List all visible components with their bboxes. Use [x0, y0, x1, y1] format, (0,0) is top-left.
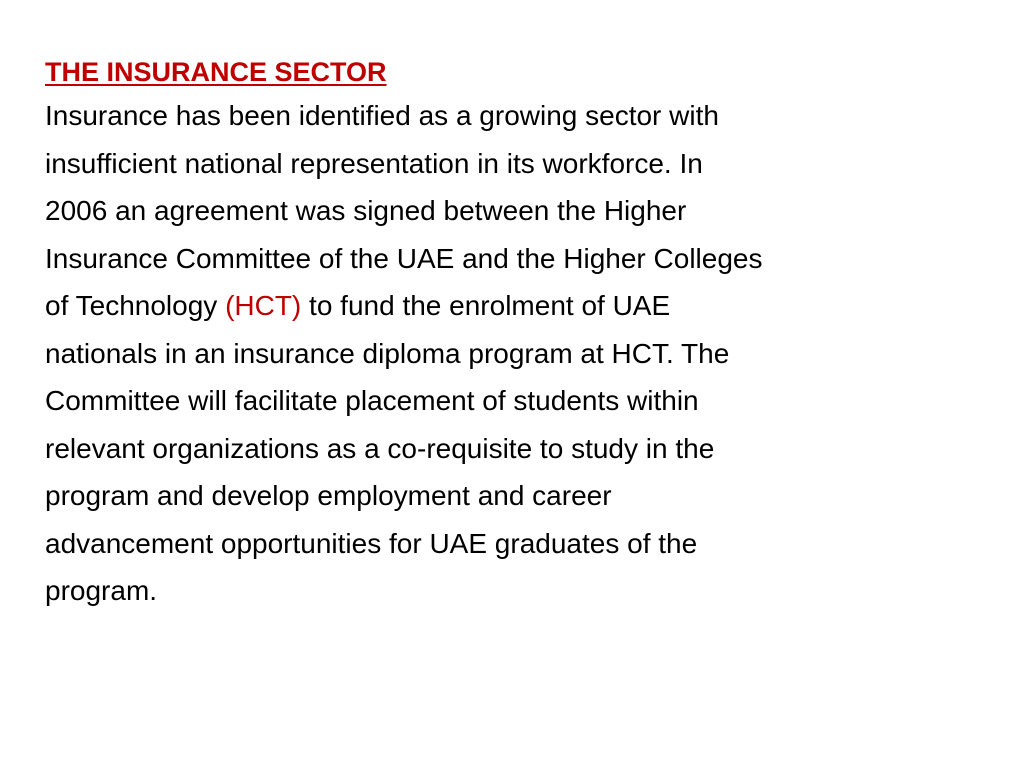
paragraph-text: of Technology [45, 290, 226, 321]
paragraph-line: Committee will facilitate placement of students within [45, 385, 699, 416]
paragraph-line: 2006 an agreement was signed between the Higher [45, 195, 687, 226]
paragraph-line: nationals in an insurance diploma program at HCT. The [45, 337, 730, 369]
paragraph-line: advancement opportunities for UAE graduates of the [45, 527, 698, 559]
paragraph-line: Insurance has been identified as a growing sector with [45, 100, 719, 131]
body-paragraph [45, 92, 995, 615]
paragraph-line: insufficient national representation in its workforce. In [45, 147, 703, 179]
paragraph-line: program and develop employment and career [45, 480, 612, 511]
paragraph-text: to fund the enrolment of UAE [301, 290, 671, 321]
slide-title: THE INSURANCE SECTOR [45, 57, 387, 87]
paragraph-line [45, 282, 995, 330]
paragraph-line: Insurance Committee of the UAE and the Higher Colleges [45, 242, 763, 274]
slide-content [45, 52, 995, 615]
paragraph-line: relevant organizations as a co-requisite to study in the [45, 432, 715, 464]
paragraph-line: program. [45, 575, 158, 606]
hct-acronym: (HCT) [225, 290, 302, 321]
